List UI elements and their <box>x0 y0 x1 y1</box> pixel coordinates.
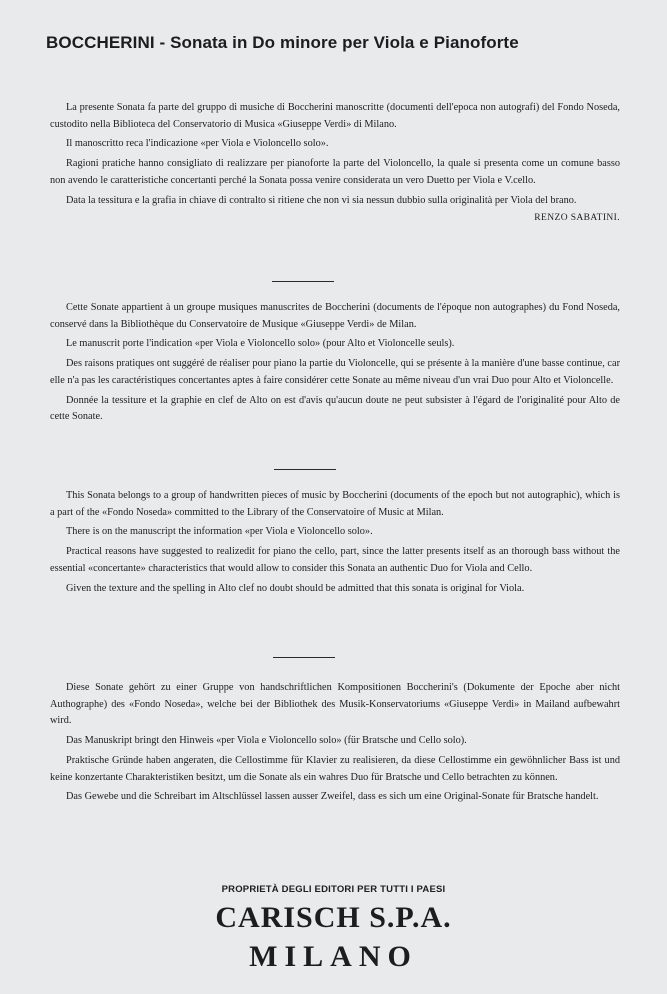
paragraph: Il manoscritto reca l'indicazione «per Viola e Violoncello solo». <box>66 138 329 150</box>
paragraph: Ragioni pratiche hanno consigliato di realizzare per pianoforte la parte del Violoncello, la quale si presenta come un comune basso non avendo le caratteristiche concertanti perché la Sonata possa venire considerata un vero Duetto per Viola e V.cello. <box>50 158 620 186</box>
paragraph: There is on the manuscript the information «per Viola e Violoncello solo». <box>66 526 373 538</box>
section-german <box>50 680 620 809</box>
page-title: BOCCHERINI - Sonata in Do minore per Viola e Pianoforte <box>46 33 519 52</box>
divider <box>272 281 334 282</box>
section-english <box>50 488 620 600</box>
rights-notice: PROPRIETÀ DEGLI EDITORI PER TUTTI I PAESI <box>221 884 446 895</box>
signature: RENZO SABATINI. <box>534 213 620 224</box>
paragraph: Given the texture and the spelling in Alto clef no doubt should be admitted that this sonata is original for Viola. <box>66 582 525 594</box>
section-french <box>50 300 620 429</box>
paragraph: Das Gewebe und die Schreibart im Altschlüssel lassen ausser Zweifel, dass es sich um eine Original-Sonate für Bratsche handelt. <box>66 791 599 803</box>
paragraph: Practical reasons have suggested to realizedit for piano the cello, part, since the latter presents itself as an thorough bass without the essential «concertante» characteristics that would allow to consider this Sonata an authentic Duo for Viola and Cello. <box>50 546 620 574</box>
paragraph: Das Manuskript bringt den Hinweis «per Viola e Violoncello solo» (für Bratsche und Cello solo). <box>66 735 467 747</box>
publisher-name: CARISCH S.P.A. <box>215 901 452 934</box>
paragraph: La presente Sonata fa parte del gruppo di musiche di Boccherini manoscritte (documenti dell'epoca non autografi) del Fondo Noseda, custodito nella Biblioteca del Conservatorio di Musica «Giuseppe Verdi» di Milano. <box>50 102 620 130</box>
publisher-city: MILANO <box>249 940 418 973</box>
paragraph: Donnée la tessiture et la graphie en clef de Alto on est d'avis qu'aucun doute ne peut subsister à l'égard de l'originalité pour Alto de cette Sonate. <box>50 394 620 423</box>
paragraph: Praktische Gründe haben angeraten, die Cellostimme für Klavier zu realisieren, da diese Cellostimme ein gewöhnlicher Bass ist und keine konzertante Charakteristiken besitzt, um die Sonate als ein wahres Duo für Bratsche und Cello betrachten zu können. <box>50 754 620 783</box>
paragraph: Data la tessitura e la grafia in chiave di contralto si ritiene che non vi sia nessun dubbio sulla originalità per Viola del brano. <box>66 194 577 206</box>
divider <box>274 469 336 470</box>
section-italian <box>50 100 620 230</box>
paragraph: Cette Sonate appartient à un groupe musiques manuscrites de Boccherini (documents de l'époque non autographes) du Fond Noseda, conservé dans la Bibliothèque du Conservatoire de Musique «Giuseppe Verdi» de Milan. <box>50 302 620 330</box>
paragraph: Des raisons pratiques ont suggéré de réaliser pour piano la partie du Violoncelle, qui se présente à la manière d'une basse continue, car elle n'a pas les caractéristiques concertantes aptes à faire considérer cette Sonate au même niveau d'un vrai Duo pour Alto et Violoncelle. <box>50 358 620 386</box>
paragraph: Diese Sonate gehört zu einer Gruppe von handschriftlichen Kompositionen Boccherini's (Dokumente der Epoche aber nicht Authographe) des «Fondo Noseda», welche bei der Bibliothek des Musik-Konservatoriums «Giuseppe Verdi» in Mailand aufbewahrt wird. <box>50 682 620 727</box>
paragraph: Le manuscrit porte l'indication «per Viola e Violoncello solo» (pour Alto et Violoncelle seuls). <box>66 338 455 350</box>
divider <box>273 657 335 658</box>
paragraph: This Sonata belongs to a group of handwritten pieces of music by Boccherini (documents of the epoch but not autographic), which is a part of the «Fondo Noseda» committed to the Library of the Conservatoire of Music at Milan. <box>50 490 620 518</box>
